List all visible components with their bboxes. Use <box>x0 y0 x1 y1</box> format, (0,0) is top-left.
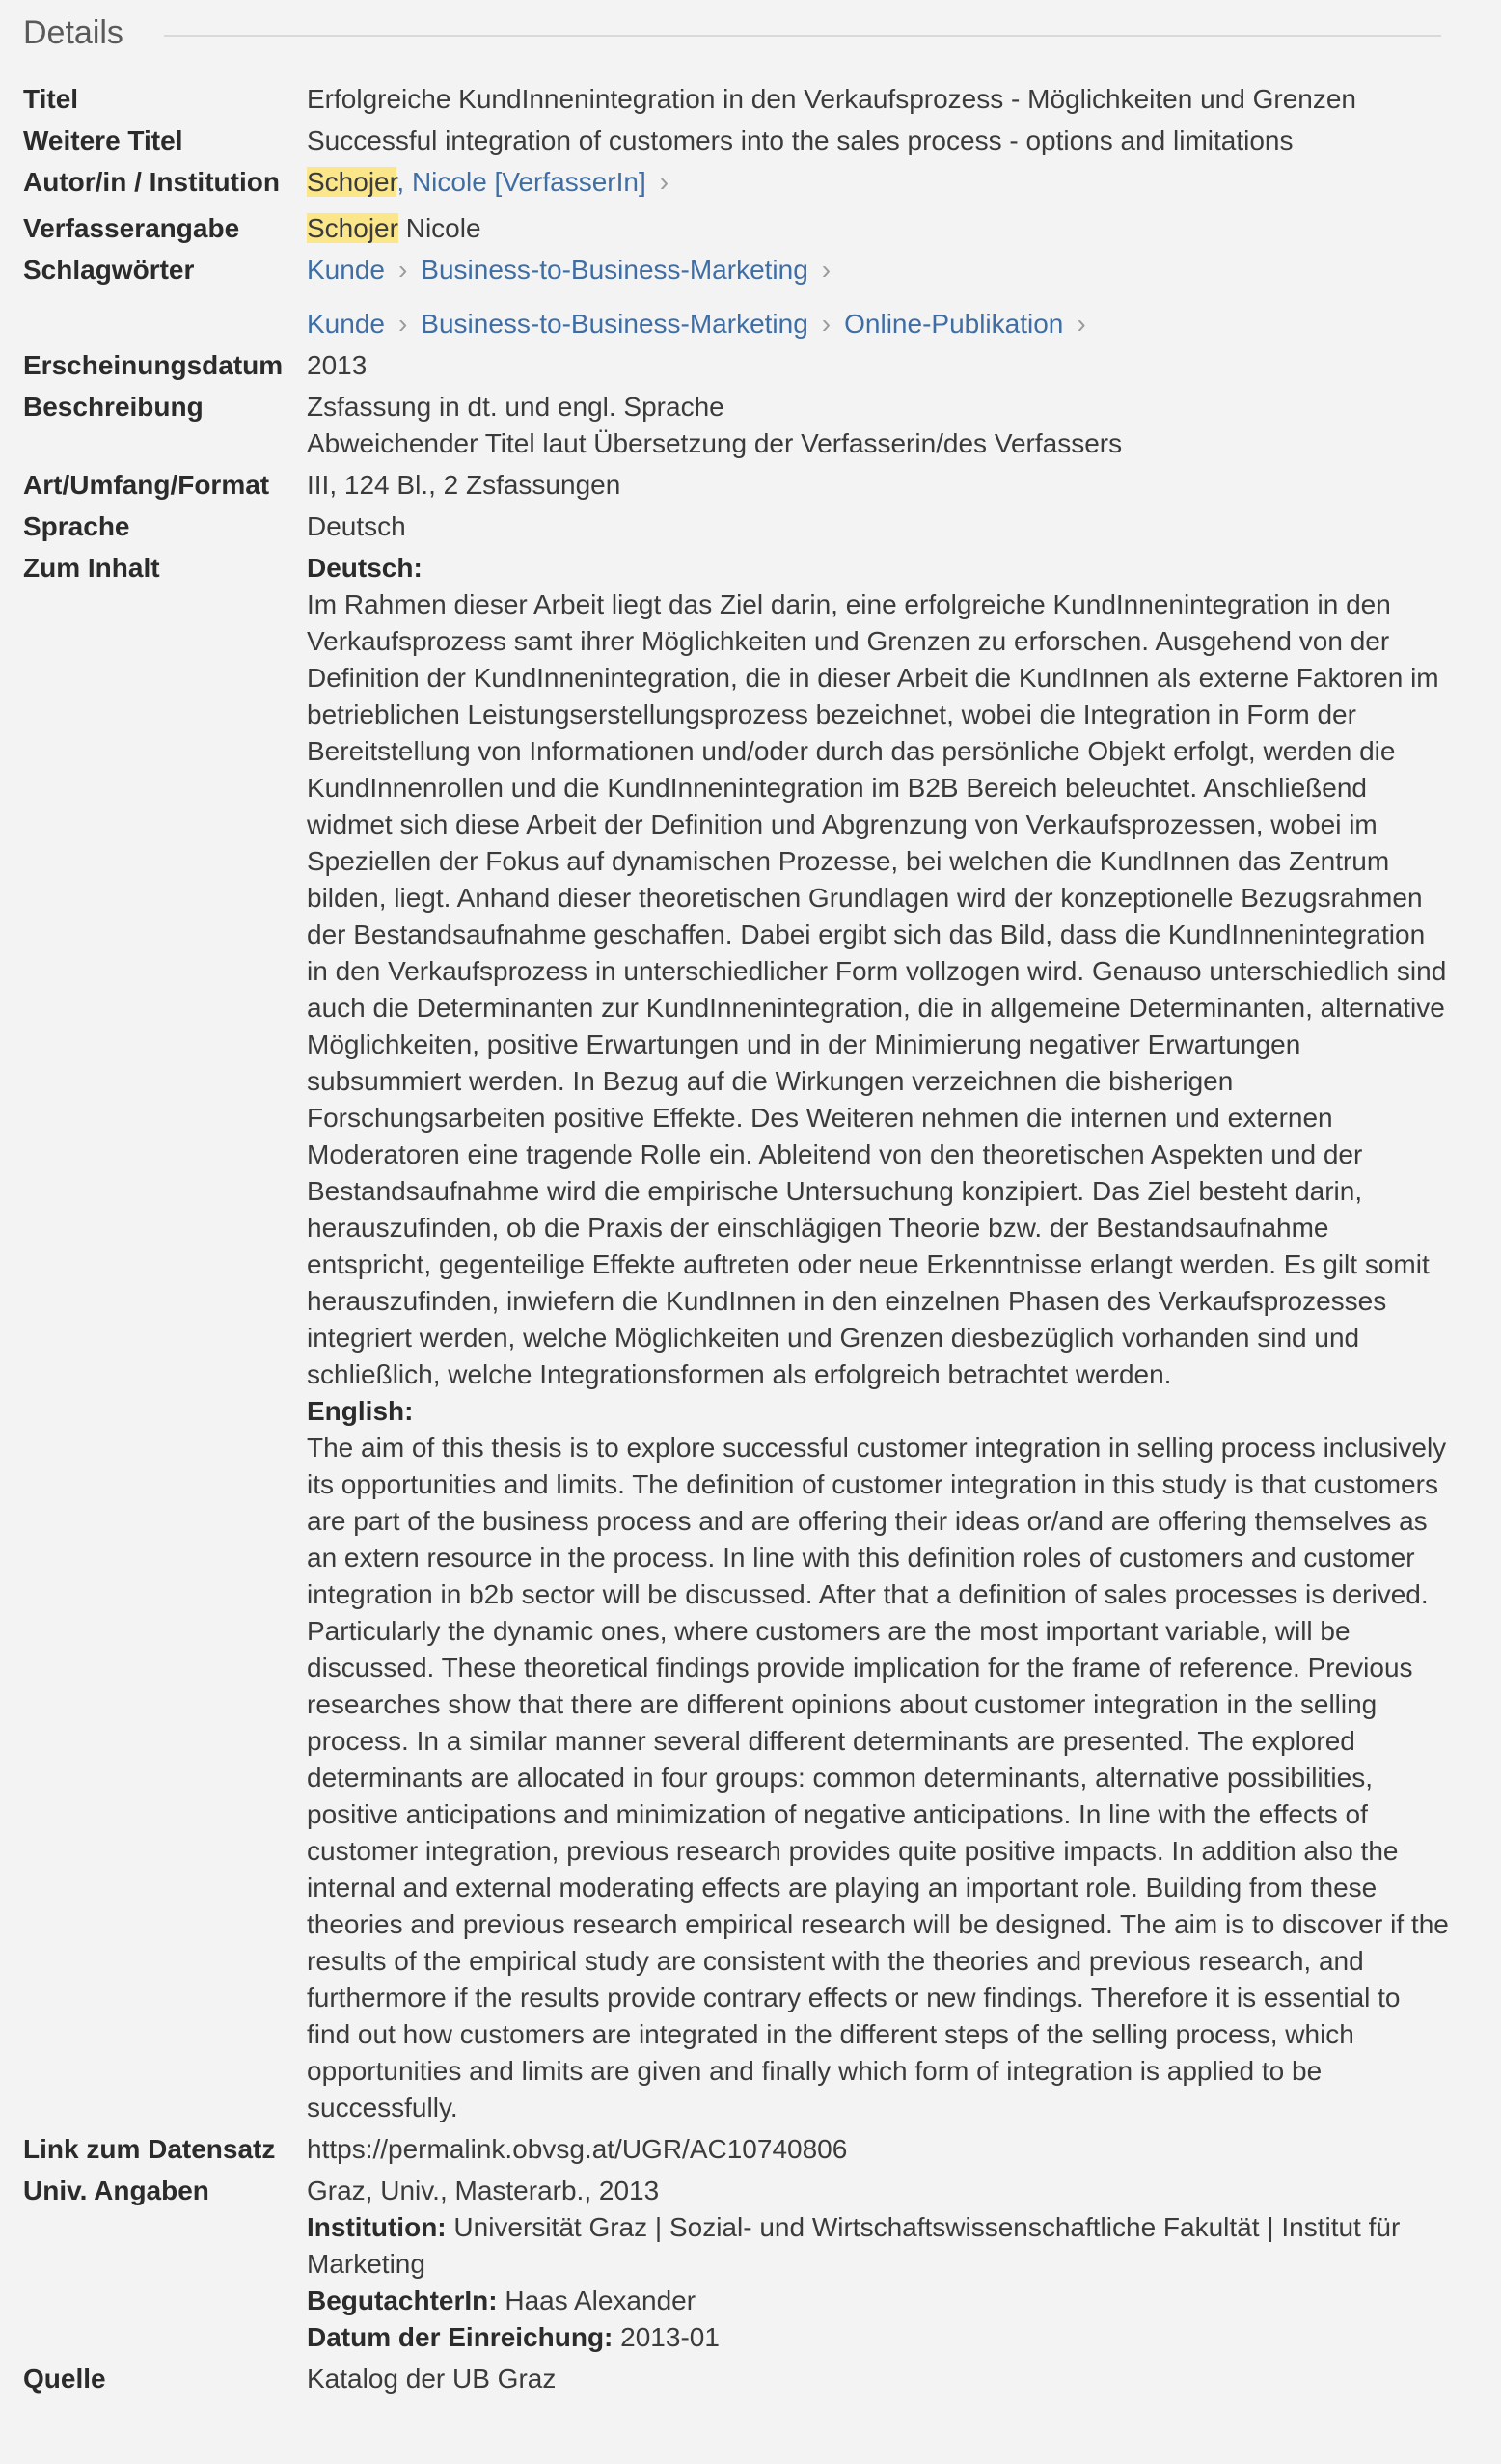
value-inhalt <box>307 550 1451 2126</box>
chevron-right-icon: › <box>821 309 832 339</box>
row-sprache <box>23 508 1451 545</box>
value-autor <box>307 164 1451 201</box>
keyword-link[interactable]: Business-to-Business-Marketing <box>421 255 808 285</box>
section-header <box>23 10 1441 56</box>
univ-institution <box>307 2209 1451 2283</box>
row-univ <box>23 2173 1451 2356</box>
label-sprache: Sprache <box>23 511 130 541</box>
label-titel: Titel <box>23 84 79 114</box>
label-inhalt: Zum Inhalt <box>23 553 160 583</box>
label-verfasserangabe: Verfasserangabe <box>23 213 240 243</box>
label-beschreibung: Beschreibung <box>23 392 204 422</box>
row-schlagwoerter <box>23 252 1451 342</box>
value-schlagwoerter <box>307 252 1451 342</box>
value-quelle: Katalog der UB Graz <box>307 2364 557 2394</box>
keyword-link[interactable]: Kunde <box>307 309 385 339</box>
abstract-text-en: The aim of this thesis is to explore successful customer integration in selling process inclusively its opportunities and limits. The definition of customer integration in this study is that customers are part of the business process and are offering their ideas or/and are offering themselves as an extern resource in the process. In line with this definition roles of customers and customer integration in b2b sector will be discussed. After that a definition of sales processes is derived. Particularly the dynamic ones, where customers are the most important variable, will be discussed. These theoretical findings provide implication for the frame of reference. Previous researches show that there are different opinions about customer integration in the selling process. In a similar manner several different determinants are presented. The explored determinants are allocated in four groups: common determinants, alternative possibilities, positive anticipations and minimization of negative anticipations. In line with the effects of customer integration, previous research provides quite positive impacts. In addition also the internal and external moderating effects are playing an important role. Building from these theories and previous research empirical research will be designed. The aim is to discover if the results of the empirical study are consistent with the theories and previous research, and furthermore if the results provide contrary effects or new findings. Therefore it is essential to find out how customers are integrated in the different steps of the selling process, which opportunities and limits are given and finally which form of integration is applied to be successfully. <box>307 1433 1449 2122</box>
chevron-right-icon: › <box>397 309 408 339</box>
chevron-right-icon[interactable]: › <box>821 255 832 285</box>
row-weitere-titel <box>23 123 1451 159</box>
institution-label: Institution: <box>307 2212 447 2242</box>
beschreibung-line: Zsfassung in dt. und engl. Sprache <box>307 392 724 422</box>
row-verfasserangabe <box>23 210 1451 247</box>
univ-datum <box>307 2319 1451 2356</box>
search-highlight: Schojer <box>307 213 398 243</box>
keyword-chain-2 <box>307 306 1451 342</box>
label-autor: Autor/in / Institution <box>23 167 280 197</box>
gutachter-value: Haas Alexander <box>497 2286 696 2315</box>
value-verfasserangabe <box>307 210 1451 247</box>
label-univ: Univ. Angaben <box>23 2176 209 2205</box>
abstract-text-de: Im Rahmen dieser Arbeit liegt das Ziel darin, eine erfolgreiche KundInnenintegration in den Verkaufsprozess samt ihrer Möglichkeiten und Grenzen zu erforschen. Ausgehend von der Definition der KundInnenintegration, die in dieser Arbeit die KundInnen als externe Faktoren im betrieblichen Leistungserstellungsprozess bezeichnet, wobei die Integration in Form der Bereitstellung von Informationen und/oder durch das persönliche Objekt erfolgt, werden die KundInnenrollen und die KundInnenintegration im B2B Bereich beleuchtet. Anschließend widmet sich diese Arbeit der Definition und Abgrenzung von Verkaufsprozessen, wobei im Speziellen der Fokus auf dynamischen Prozesse, bei welchen die KundInnen das Zentrum bilden, liegt. Anhand dieser theoretischen Grundlagen wird der konzeptionelle Bezugsrahmen der Bestandsaufnahme geschaffen. Dabei ergibt sich das Bild, dass die KundInnenintegration in den Verkaufsprozess in unterschiedlicher Form vollzogen wird. Genauso unterschiedlich sind auch die Determinanten zur KundInnenintegration, die in allgemeine Determinanten, alternative Möglichkeiten, positive Erwartungen und in der Minimierung negativer Erwartungen subsummiert werden. In Bezug auf die Wirkungen verzeichnen die bisherigen Forschungsarbeiten positive Effekte. Des Weiteren nehmen die internen und externen Moderatoren eine tragende Rolle ein. Ableitend von den theoretischen Aspekten und der Bestandsaufnahme wird die empirische Untersuchung konzipiert. Das Ziel besteht darin, herauszufinden, ob die Praxis der einschlägigen Theorie bzw. der Bestandsaufnahme entspricht, gegenteilige Effekte auftreten oder neue Erkenntnisse erlangt werden. Es gilt somit herauszufinden, inwiefern die KundInnen in den einzelnen Phasen des Verkaufsprozesses integriert werden, welche Möglichkeiten und Grenzen diesbezüglich vorhanden sind und schließlich, welche Integrationsformen als erfolgreich betrachtet werden. <box>307 589 1447 1389</box>
row-titel <box>23 81 1451 118</box>
abstract-heading-de: Deutsch: <box>307 553 423 583</box>
row-format <box>23 467 1451 504</box>
value-titel: Erfolgreiche KundInnenintegration in den Verkaufsprozess - Möglichkeiten und Grenzen <box>307 84 1356 114</box>
author-link-rest: , Nicole [VerfasserIn] <box>396 167 646 197</box>
row-quelle <box>23 2361 1451 2397</box>
value-sprache: Deutsch <box>307 511 406 541</box>
label-quelle: Quelle <box>23 2364 106 2394</box>
details-list <box>23 81 1451 2397</box>
univ-line: Graz, Univ., Masterarb., 2013 <box>307 2176 660 2205</box>
chevron-right-icon: › <box>397 255 408 285</box>
verfasser-rest: Nicole <box>397 213 481 243</box>
keyword-chain-1 <box>307 252 1451 288</box>
keyword-link[interactable]: Business-to-Business-Marketing <box>421 309 808 339</box>
label-link: Link zum Datensatz <box>23 2134 276 2164</box>
chevron-right-icon[interactable]: › <box>659 167 669 197</box>
section-title: Details <box>23 14 123 51</box>
label-weitere-titel: Weitere Titel <box>23 125 183 155</box>
row-inhalt <box>23 550 1451 2126</box>
gutachter-label: BegutachterIn: <box>307 2286 498 2315</box>
value-format: III, 124 Bl., 2 Zsfassungen <box>307 470 621 500</box>
value-univ <box>307 2173 1451 2356</box>
search-highlight: Schojer <box>307 167 397 197</box>
keyword-link[interactable]: Online-Publikation <box>844 309 1064 339</box>
value-erscheinungsdatum: 2013 <box>307 350 368 380</box>
author-link[interactable] <box>307 167 646 197</box>
label-schlagwoerter: Schlagwörter <box>23 255 195 285</box>
label-format: Art/Umfang/Format <box>23 470 270 500</box>
row-link <box>23 2131 1451 2168</box>
value-weitere-titel: Successful integration of customers into the sales process - options and limitations <box>307 125 1294 155</box>
univ-gutachter <box>307 2283 1451 2319</box>
datum-label: Datum der Einreichung: <box>307 2322 614 2352</box>
chevron-right-icon[interactable]: › <box>1077 309 1086 339</box>
label-erscheinungsdatum: Erscheinungsdatum <box>23 350 284 380</box>
row-autor <box>23 164 1451 201</box>
datum-value: 2013-01 <box>613 2322 720 2352</box>
value-beschreibung <box>307 389 1451 462</box>
beschreibung-line: Abweichender Titel laut Übersetzung der Verfasserin/des Verfassers <box>307 428 1123 458</box>
abstract-heading-en: English: <box>307 1396 414 1426</box>
institution-value: Universität Graz | Sozial- und Wirtschaftswissenschaftliche Fakultät | Institut für Marketing <box>307 2212 1401 2279</box>
keyword-link[interactable]: Kunde <box>307 255 385 285</box>
row-erscheinungsdatum <box>23 347 1451 384</box>
value-permalink: https://permalink.obvsg.at/UGR/AC10740806 <box>307 2134 848 2164</box>
row-beschreibung <box>23 389 1451 462</box>
header-divider <box>164 35 1441 37</box>
